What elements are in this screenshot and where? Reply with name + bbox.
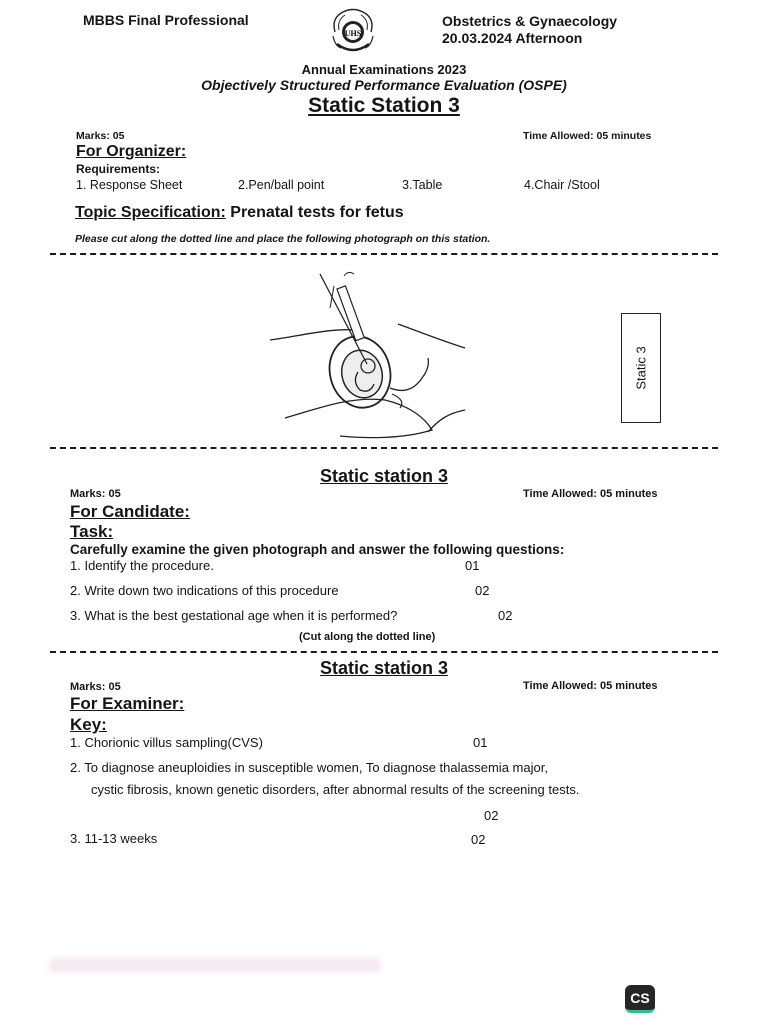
question-item: 3. What is the best gestational age when it is performed?	[70, 608, 398, 623]
cut-note: (Cut along the dotted line)	[299, 631, 436, 643]
examiner-heading: For Examiner:	[70, 694, 185, 713]
examiner-marks: Marks: 05	[70, 681, 121, 693]
examiner-station-title: Static station 3	[319, 658, 449, 678]
university-logo	[327, 6, 379, 56]
answer-marks: 02	[471, 832, 486, 847]
program-label: MBBS Final Professional	[83, 12, 249, 28]
cut-line	[50, 253, 718, 255]
svg-text:UHS: UHS	[344, 29, 362, 38]
cvs-procedure-illustration	[260, 268, 475, 440]
exam-title: Annual Examinations 2023	[301, 62, 467, 77]
question-marks: 02	[498, 608, 513, 623]
cut-instruction: Please cut along the dotted line and place the following photograph on this station.	[75, 233, 491, 245]
organizer-marks: Marks: 05	[76, 130, 125, 142]
topic-specification	[75, 204, 404, 222]
candidate-marks: Marks: 05	[70, 488, 121, 500]
candidate-heading: For Candidate:	[70, 502, 190, 521]
station-title: Static Station 3	[308, 94, 460, 117]
candidate-time: Time Allowed: 05 minutes	[523, 488, 658, 500]
cut-line	[50, 651, 718, 653]
exam-subtitle: Objectively Structured Performance Evaluation (OSPE)	[201, 77, 567, 93]
camscanner-badge: CS	[625, 985, 655, 1013]
station-label-text: Static 3	[633, 346, 649, 390]
examiner-time: Time Allowed: 05 minutes	[523, 680, 658, 692]
requirement-item: 1. Response Sheet	[76, 178, 183, 192]
answer-item: 1. Chorionic villus sampling(CVS)	[70, 735, 263, 750]
organizer-time: Time Allowed: 05 minutes	[523, 130, 652, 142]
question-item: 2. Write down two indications of this procedure	[70, 583, 339, 598]
requirement-item: 2.Pen/ball point	[238, 178, 325, 192]
organizer-heading: For Organizer:	[76, 143, 187, 160]
requirement-item: 3.Table	[402, 178, 443, 192]
key-label: Key:	[70, 715, 107, 734]
answer-marks: 02	[484, 808, 499, 823]
subject-label: Obstetrics & Gynaecology	[442, 13, 618, 29]
answer-item: 3. 11-13 weeks	[70, 831, 158, 846]
station-label-box	[621, 313, 661, 423]
answer-marks: 01	[473, 735, 488, 750]
task-instruction: Carefully examine the given photograph and answer the following questions:	[70, 542, 565, 557]
task-label: Task:	[70, 522, 114, 541]
requirement-item: 4.Chair /Stool	[524, 178, 600, 192]
requirements-label: Requirements:	[76, 162, 161, 176]
cut-line	[50, 447, 718, 449]
scan-smudge	[50, 958, 380, 972]
question-item: 1. Identify the procedure.	[70, 558, 214, 573]
answer-item-continued: cystic fibrosis, known genetic disorders, after abnormal results of the screening tests.	[91, 782, 580, 797]
exam-date: 20.03.2024 Afternoon	[442, 30, 583, 46]
topic-label: Topic Specification:	[75, 204, 226, 221]
candidate-station-title: Static station 3	[319, 466, 449, 486]
question-marks: 01	[465, 558, 480, 573]
answer-item: 2. To diagnose aneuploidies in susceptible women, To diagnose thalassemia major,	[70, 760, 548, 775]
question-marks: 02	[475, 583, 490, 598]
topic-value: Prenatal tests for fetus	[225, 204, 404, 221]
